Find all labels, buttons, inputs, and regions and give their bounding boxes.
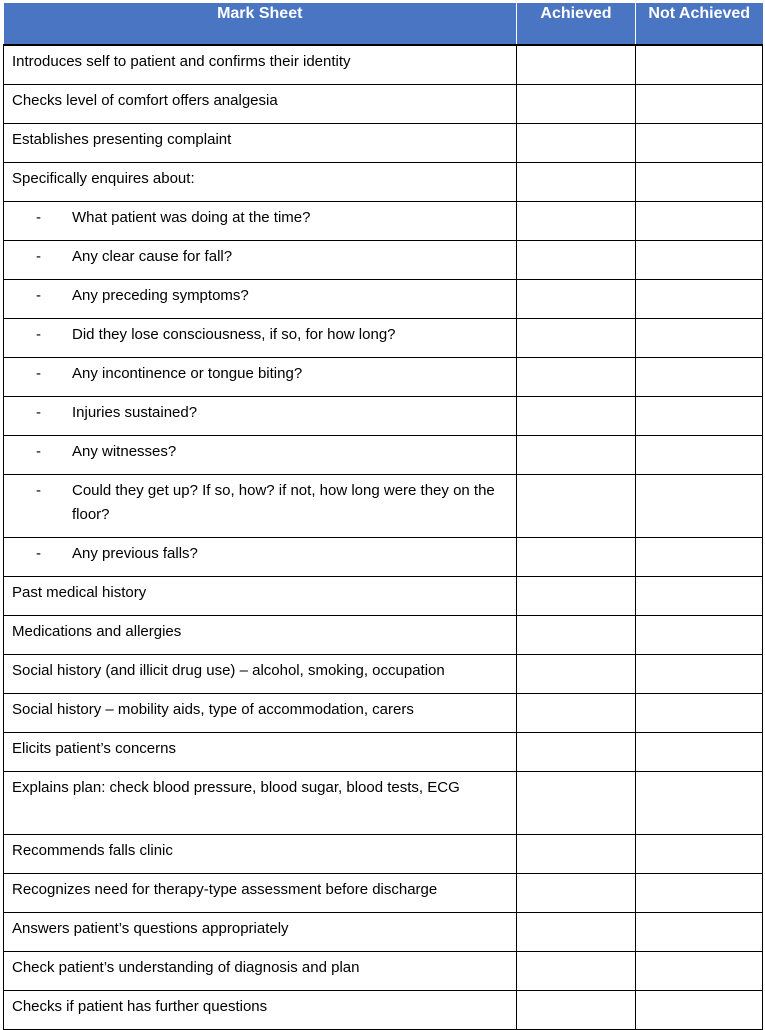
criterion-text: Any incontinence or tongue biting? [72, 365, 303, 382]
criterion-text: Checks level of comfort offers analgesia [12, 92, 278, 109]
not-achieved-cell[interactable] [636, 952, 763, 991]
criterion-text: Introduces self to patient and confirms their identity [12, 53, 351, 70]
not-achieved-cell[interactable] [636, 475, 763, 538]
achieved-cell[interactable] [517, 835, 636, 874]
not-achieved-cell[interactable] [636, 874, 763, 913]
header-mark-sheet: Mark Sheet [4, 3, 517, 45]
criterion-cell [4, 397, 517, 436]
achieved-cell[interactable] [517, 124, 636, 163]
criterion-text: Explains plan: check blood pressure, blood sugar, blood tests, ECG [12, 779, 460, 796]
mark-sheet-table [3, 3, 763, 1030]
criterion-cell [4, 45, 517, 85]
achieved-cell[interactable] [517, 436, 636, 475]
criterion-text: Recognizes need for therapy-type assessment before discharge [12, 881, 438, 898]
criterion-text: Elicits patient’s concerns [12, 740, 176, 757]
not-achieved-cell[interactable] [636, 733, 763, 772]
achieved-cell[interactable] [517, 577, 636, 616]
achieved-cell[interactable] [517, 397, 636, 436]
achieved-cell[interactable] [517, 45, 636, 85]
table-row [4, 913, 763, 952]
criterion-cell [4, 616, 517, 655]
achieved-cell[interactable] [517, 475, 636, 538]
not-achieved-cell[interactable] [636, 577, 763, 616]
header-achieved: Achieved [517, 3, 636, 45]
table-row [4, 45, 763, 85]
table-row [4, 694, 763, 733]
achieved-cell[interactable] [517, 655, 636, 694]
criterion-cell [4, 280, 517, 319]
criterion-text: Any preceding symptoms? [72, 287, 249, 304]
not-achieved-cell[interactable] [636, 124, 763, 163]
not-achieved-cell[interactable] [636, 538, 763, 577]
achieved-cell[interactable] [517, 616, 636, 655]
criterion-cell [4, 319, 517, 358]
table-row [4, 436, 763, 475]
criterion-cell [4, 85, 517, 124]
table-row [4, 358, 763, 397]
criterion-cell [4, 952, 517, 991]
achieved-cell[interactable] [517, 358, 636, 397]
table-row [4, 124, 763, 163]
achieved-cell[interactable] [517, 733, 636, 772]
not-achieved-cell[interactable] [636, 85, 763, 124]
criterion-cell [4, 475, 517, 538]
not-achieved-cell[interactable] [636, 280, 763, 319]
criterion-cell [4, 241, 517, 280]
table-row [4, 475, 763, 538]
bullet-dash: - [36, 443, 41, 460]
not-achieved-cell[interactable] [636, 772, 763, 835]
table-row [4, 280, 763, 319]
criterion-text: Establishes presenting complaint [12, 131, 232, 148]
achieved-cell[interactable] [517, 538, 636, 577]
table-row [4, 538, 763, 577]
bullet-dash: - [36, 482, 41, 499]
table-row [4, 952, 763, 991]
achieved-cell[interactable] [517, 319, 636, 358]
criterion-text: Medications and allergies [12, 623, 182, 640]
achieved-cell[interactable] [517, 772, 636, 835]
criterion-cell [4, 655, 517, 694]
criterion-text: Past medical history [12, 584, 147, 601]
table-row [4, 874, 763, 913]
bullet-dash: - [36, 287, 41, 304]
achieved-cell[interactable] [517, 694, 636, 733]
criterion-text: Could they get up? If so, how? if not, how long were they on the floor? [72, 482, 495, 523]
table-row [4, 319, 763, 358]
table-row [4, 163, 763, 202]
bullet-dash: - [36, 326, 41, 343]
table-row [4, 85, 763, 124]
criterion-text: Injuries sustained? [72, 404, 198, 421]
not-achieved-cell[interactable] [636, 319, 763, 358]
achieved-cell[interactable] [517, 874, 636, 913]
criterion-text: Social history (and illicit drug use) – alcohol, smoking, occupation [12, 662, 445, 679]
not-achieved-cell[interactable] [636, 358, 763, 397]
criterion-cell [4, 358, 517, 397]
achieved-cell[interactable] [517, 163, 636, 202]
not-achieved-cell[interactable] [636, 397, 763, 436]
not-achieved-cell[interactable] [636, 616, 763, 655]
criterion-text: Answers patient’s questions appropriately [12, 920, 289, 937]
achieved-cell[interactable] [517, 280, 636, 319]
bullet-dash: - [36, 545, 41, 562]
not-achieved-cell[interactable] [636, 655, 763, 694]
criterion-cell [4, 436, 517, 475]
criterion-text: Checks if patient has further questions [12, 998, 268, 1015]
achieved-cell[interactable] [517, 913, 636, 952]
criterion-cell [4, 163, 517, 202]
not-achieved-cell[interactable] [636, 835, 763, 874]
table-row [4, 616, 763, 655]
not-achieved-cell[interactable] [636, 241, 763, 280]
bullet-dash: - [36, 248, 41, 265]
not-achieved-cell[interactable] [636, 694, 763, 733]
table-row [4, 397, 763, 436]
criterion-text: What patient was doing at the time? [72, 209, 311, 226]
achieved-cell[interactable] [517, 241, 636, 280]
achieved-cell[interactable] [517, 202, 636, 241]
criterion-text: Did they lose consciousness, if so, for how long? [72, 326, 396, 343]
criterion-text: Check patient’s understanding of diagnosis and plan [12, 959, 360, 976]
header-row [4, 3, 763, 45]
not-achieved-cell[interactable] [636, 202, 763, 241]
criterion-cell [4, 202, 517, 241]
criterion-text: Recommends falls clinic [12, 842, 173, 859]
criterion-text: Any witnesses? [72, 443, 177, 460]
not-achieved-cell[interactable] [636, 436, 763, 475]
criterion-cell [4, 694, 517, 733]
table-row [4, 655, 763, 694]
criterion-cell [4, 772, 517, 835]
criterion-cell [4, 874, 517, 913]
criterion-text: Any clear cause for fall? [72, 248, 233, 265]
table-row [4, 835, 763, 874]
criterion-text: Any previous falls? [72, 545, 198, 562]
header-not-achieved: Not Achieved [636, 3, 763, 45]
table-row [4, 577, 763, 616]
criterion-cell [4, 538, 517, 577]
bullet-dash: - [36, 365, 41, 382]
table-row [4, 772, 763, 835]
criterion-text: Social history – mobility aids, type of accommodation, carers [12, 701, 414, 718]
achieved-cell[interactable] [517, 85, 636, 124]
achieved-cell[interactable] [517, 952, 636, 991]
bullet-dash: - [36, 209, 41, 226]
criterion-cell [4, 577, 517, 616]
bullet-dash: - [36, 404, 41, 421]
not-achieved-cell[interactable] [636, 163, 763, 202]
criterion-text: Specifically enquires about: [12, 170, 195, 187]
criterion-cell [4, 733, 517, 772]
table-row [4, 202, 763, 241]
criterion-cell [4, 835, 517, 874]
criterion-cell [4, 124, 517, 163]
table-row [4, 733, 763, 772]
not-achieved-cell[interactable] [636, 913, 763, 952]
not-achieved-cell[interactable] [636, 45, 763, 85]
table-row [4, 241, 763, 280]
criterion-cell [4, 913, 517, 952]
